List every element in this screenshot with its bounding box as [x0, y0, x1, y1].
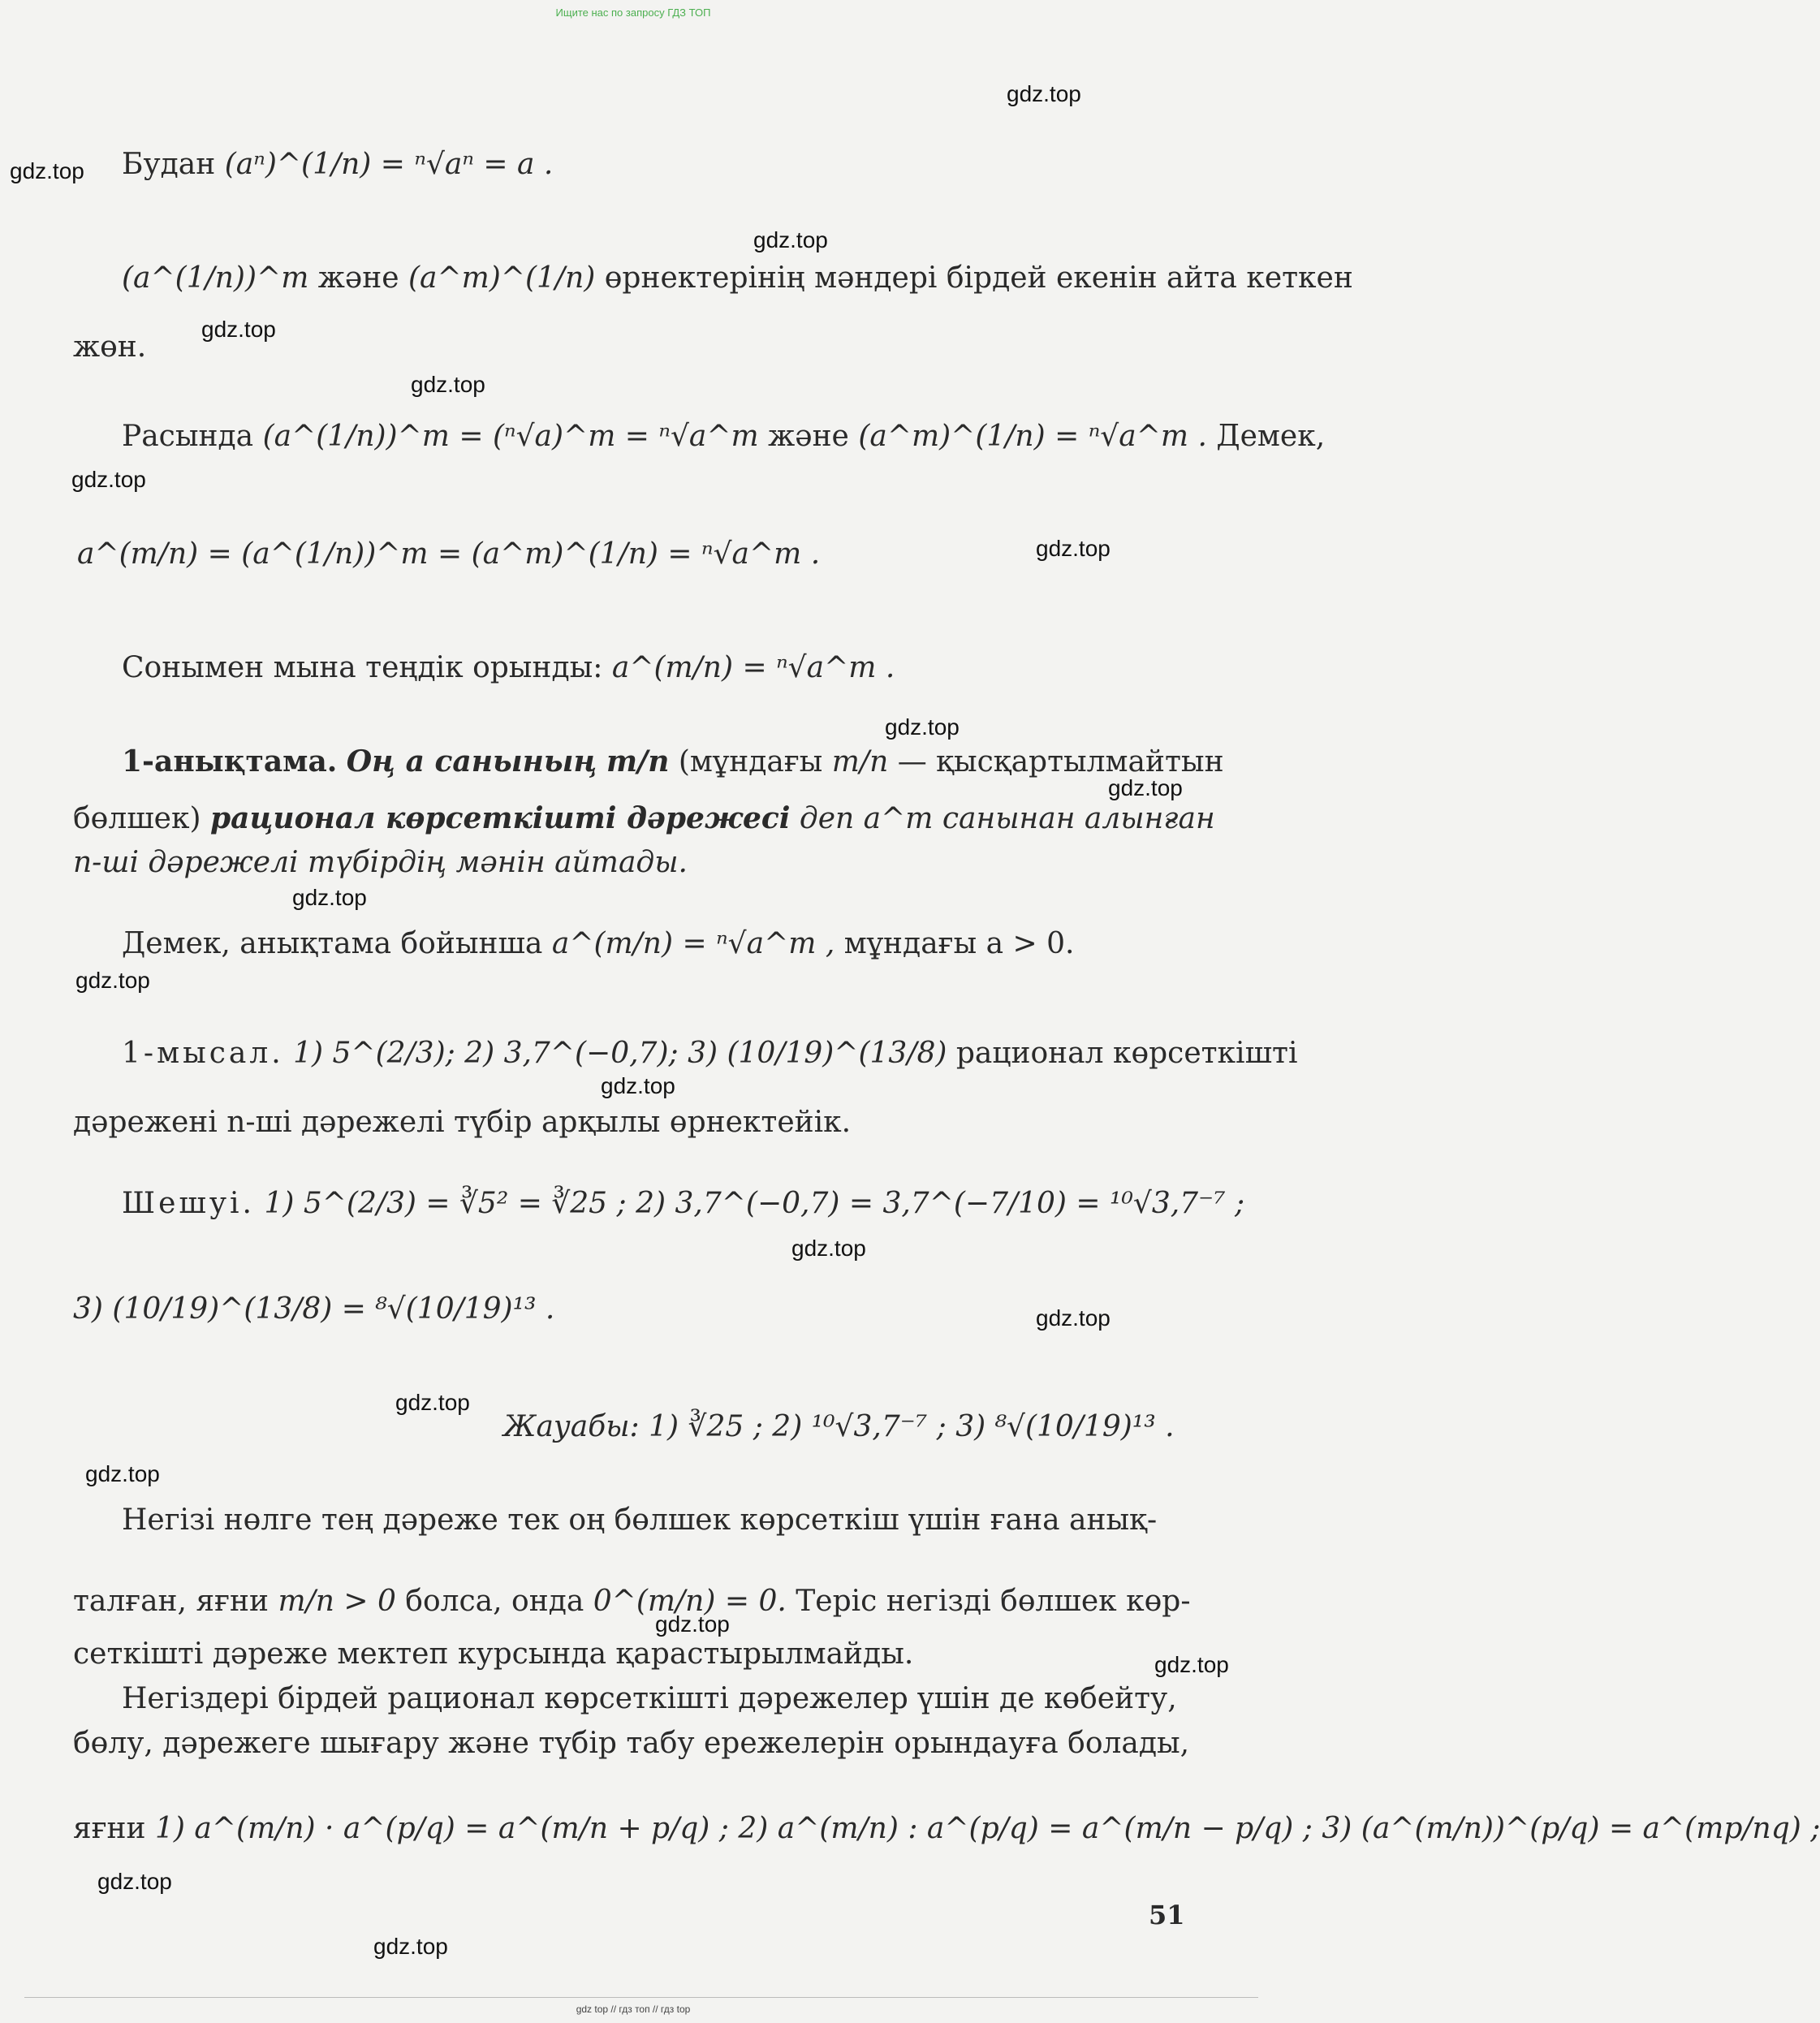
- definition-text-2: (мұндағы: [678, 745, 823, 779]
- line-4-text-3: Демек,: [1216, 420, 1326, 453]
- definition-line-2: [73, 801, 1215, 835]
- watermark: gdz.top: [75, 968, 150, 993]
- paragraph-1-line-2: [73, 1587, 1190, 1616]
- solution-3: 3) (10/19)^(13/8) = ⁸√(10/19)¹³ .: [73, 1292, 555, 1326]
- example-text: рационал көрсеткішті: [955, 1037, 1298, 1070]
- example-items: 1) 5^(2/3); 2) 3,7^(−0,7); 3) (10/19)^(13/8): [293, 1037, 947, 1070]
- line-2: [122, 261, 1353, 295]
- watermark: gdz.top: [1108, 775, 1183, 800]
- line-1-formula: (aⁿ)^(1/n) = ⁿ√aⁿ = a .: [224, 148, 554, 181]
- example-label: 1-мысал.: [122, 1037, 284, 1070]
- definition-line-2-a: бөлшек): [73, 802, 201, 835]
- line-4: [122, 422, 1325, 451]
- line-2-text: және: [317, 261, 399, 295]
- line-4-formula-1: (a^(1/n))^m = (ⁿ√a)^m = ⁿ√a^m: [262, 420, 759, 453]
- rule-2: 2) a^(m/n) : a^(p/q) = a^(m/n − p/q) ;: [738, 1812, 1313, 1845]
- watermark: gdz.top: [655, 1611, 730, 1637]
- paragraph-1-line-1: Негізі нөлге тең дәреже тек оң бөлшек көрсеткіш үшін ғана анық-: [122, 1503, 1158, 1537]
- watermark: gdz.top: [85, 1461, 160, 1486]
- watermark: gdz.top: [292, 885, 367, 910]
- paragraph-1-line-2-c: Теріс негізді бөлшек көр-: [796, 1585, 1191, 1618]
- paragraph-2-line-2: бөлу, дәрежеге шығару және түбір табу ережелерін орындауға болады,: [73, 1727, 1190, 1760]
- bottom-banner[interactable]: gdz top // гдз топ // гдз top: [576, 2004, 691, 2015]
- paragraph-2-line-1: Негіздері бірдей рационал көрсеткішті дәрежелер үшін де көбейту,: [122, 1682, 1177, 1715]
- line-4-text: Расында: [122, 420, 254, 453]
- watermark: gdz.top: [71, 467, 146, 492]
- watermark: gdz.top: [885, 714, 960, 740]
- line-5: [77, 537, 821, 571]
- solution-label: Шешуі.: [122, 1187, 255, 1220]
- answer-line: [503, 1410, 1175, 1443]
- solution-2: 2) 3,7^(−0,7) = 3,7^(−7/10) = ¹⁰√3,7⁻⁷ ;: [636, 1187, 1245, 1220]
- example-line-2: дәрежені n-ші дәрежелі түбір арқылы өрнектейік.: [73, 1106, 852, 1139]
- watermark: gdz.top: [791, 1236, 866, 1261]
- line-2-formula-2: (a^m)^(1/n): [408, 261, 596, 295]
- page-number: 51: [1149, 1900, 1185, 1930]
- line-2-text-2: өрнектерінің мәндері бірдей екенін айта кеткен: [604, 261, 1353, 295]
- rule-1: 1) a^(m/n) · a^(p/q) = a^(m/n + p/q) ;: [155, 1812, 729, 1845]
- watermark: gdz.top: [411, 372, 485, 397]
- watermark: gdz.top: [1007, 81, 1081, 106]
- paragraph-1-formula-2: 0^(m/n) = 0.: [593, 1585, 787, 1618]
- definition-label: 1-анықтама.: [122, 744, 338, 779]
- line-6-formula: a^(m/n) = ⁿ√a^m .: [611, 651, 895, 684]
- watermark: gdz.top: [1036, 1305, 1111, 1331]
- definition-text-1: Оң a санының: [346, 744, 597, 779]
- line-1-text: Будан: [122, 148, 216, 181]
- paragraph-1-line-2-a: талған, яғни: [73, 1585, 269, 1618]
- watermark: gdz.top: [753, 227, 828, 252]
- watermark: gdz.top: [395, 1390, 470, 1415]
- paragraph-1-line-3: сеткішті дәреже мектеп курсында қарастырылмайды.: [73, 1637, 914, 1671]
- definition-fraction-2: m/n: [831, 745, 889, 779]
- definition-term: рационал көрсеткішті дәрежесі: [210, 801, 791, 835]
- solution-1: 1) 5^(2/3) = ∛5² = ∛25 ;: [264, 1187, 627, 1220]
- rule-3: 3) (a^(m/n))^(p/q) = a^(mp/nq) ;: [1322, 1812, 1820, 1845]
- answer-text: 1) ∛25 ; 2) ¹⁰√3,7⁻⁷ ; 3) ⁸√(10/19)¹³ .: [649, 1410, 1175, 1443]
- definition-line-2-c: деп a^m санынан алынған: [799, 802, 1215, 835]
- watermark: gdz.top: [97, 1869, 172, 1894]
- solution-line-2: [73, 1292, 555, 1326]
- paragraph-2-line-3-a: яғни: [73, 1812, 146, 1845]
- watermark: gdz.top: [10, 158, 84, 183]
- paragraph-1-line-2-b: болса, онда: [405, 1585, 584, 1618]
- watermark: gdz.top: [601, 1073, 675, 1098]
- definition-fraction-1: m/n: [606, 744, 670, 779]
- definition-line-3: n-ші дәрежелі түбірдің мәнін айтады.: [73, 846, 688, 879]
- line-10-formula: a^(m/n) = ⁿ√a^m ,: [551, 927, 835, 960]
- answer-label: Жауабы:: [503, 1410, 640, 1443]
- watermark: gdz.top: [1036, 536, 1111, 561]
- paragraph-1-formula-1: m/n > 0: [278, 1585, 396, 1618]
- line-10-text: Демек, анықтама бойынша: [122, 927, 543, 960]
- watermark: gdz.top: [201, 317, 276, 342]
- line-6: [122, 653, 895, 683]
- top-banner[interactable]: Ищите нас по запросу ГДЗ ТОП: [555, 6, 711, 19]
- solution-line-1: [122, 1189, 1244, 1219]
- watermark: gdz.top: [373, 1934, 448, 1959]
- line-6-text: Сонымен мына теңдік орынды:: [122, 651, 603, 684]
- line-5-formula: a^(m/n) = (a^(1/n))^m = (a^m)^(1/n) = ⁿ√a^m .: [77, 537, 821, 571]
- definition-line-1: [122, 744, 1224, 779]
- definition-text-3: — қысқартылмайтын: [897, 745, 1224, 779]
- paragraph-2-line-3: [73, 1814, 1820, 1844]
- line-3: жөн.: [73, 330, 147, 364]
- line-2-formula-1: (a^(1/n))^m: [122, 261, 309, 295]
- footer-divider: [24, 1997, 1258, 1998]
- line-1: [122, 150, 553, 179]
- line-10: [122, 927, 1075, 960]
- line-4-text-2: және: [768, 420, 849, 453]
- line-10-text-2: мұндағы a > 0.: [843, 927, 1075, 960]
- example-line-1: [122, 1039, 1297, 1068]
- watermark: gdz.top: [1154, 1652, 1229, 1677]
- line-4-formula-2: (a^m)^(1/n) = ⁿ√a^m .: [858, 420, 1207, 453]
